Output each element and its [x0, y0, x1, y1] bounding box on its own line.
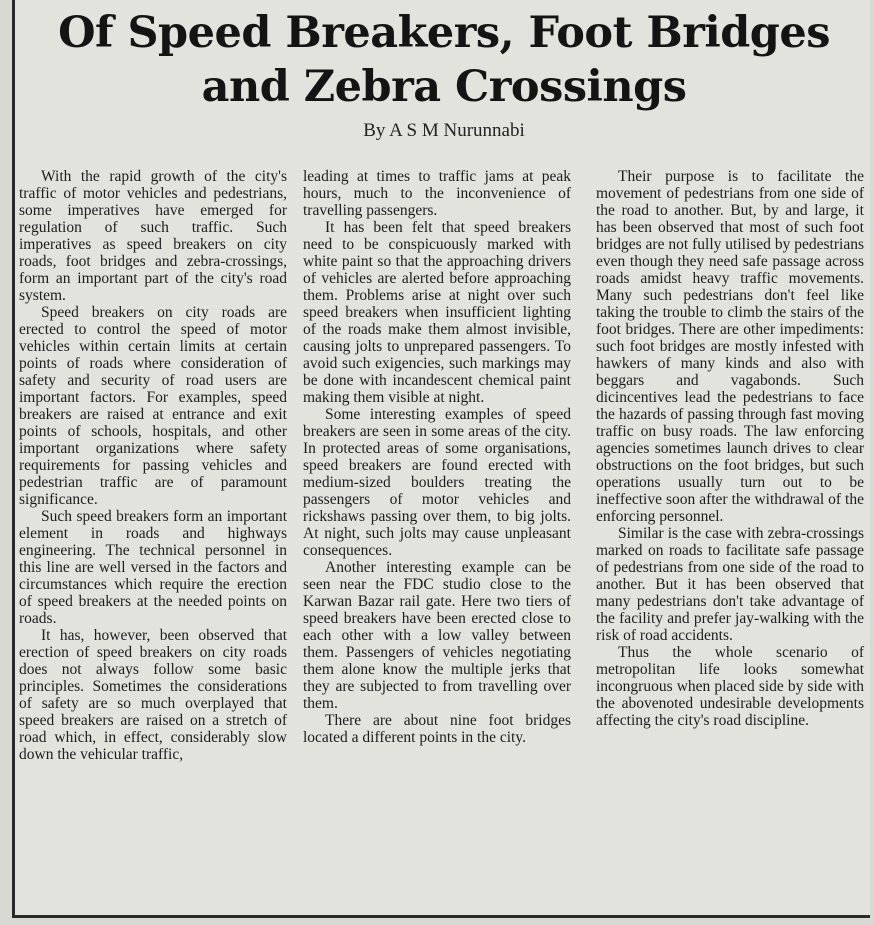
article-column-2: [303, 168, 571, 746]
paragraph: Thus the whole scenario of metropolitan life looks somewhat incongruous when placed side by side with the abovenoted undesirable developments affecting the city's road discipline.: [596, 644, 864, 729]
newspaper-clipping: [12, 0, 870, 918]
paragraph: There are about nine foot bridges located a different points in the city.: [303, 712, 571, 746]
paragraph: Some interesting examples of speed breakers are seen in some areas of the city. In protected areas of some organisations, speed breakers are found erected with medium-sized boulders treating the passengers of motor vehicles and rickshaws passing over them, to big jolts. At night, such jolts may cause unpleasant consequences.: [303, 406, 571, 559]
paragraph: It has been felt that speed breakers need to be conspicuously marked with white paint so that the approaching drivers of vehicles are alerted before approaching them. Problems arise at night over such speed breakers when insufficient lighting of the roads make them almost invisible, causing jolts to unprepared passengers. To avoid such exigencies, such markings may be done with incandescent chemical paint making them visible at night.: [303, 219, 571, 406]
article-byline: By A S M Nurunnabi: [363, 120, 525, 141]
paragraph: It has, however, been observed that erection of speed breakers on city roads does not always follow some basic principles. Sometimes the considerations of safety are so much overplayed that speed breakers are raised on a stretch of road which, in effect, considerably slow down the vehicular traffic,: [19, 627, 287, 763]
paragraph: Another interesting example can be seen near the FDC studio close to the Karwan Bazar rail gate. Here two tiers of speed breakers have been erected close to each other with a low valley between them. Passengers of vehicles negotiating them alone know the multiple jerks that they are subjected to from travelling over them.: [303, 559, 571, 712]
paragraph: Such speed breakers form an important element in roads and highways engineering. The technical personnel in this line are well versed in the factors and circumstances which require the erection of speed breakers at the needed points on roads.: [19, 508, 287, 627]
paragraph: Their purpose is to facilitate the movement of pedestrians from one side of the road to another. But, by and large, it has been observed that most of such foot bridges are not fully utilised by pedestrians even though they need safe passage across roads amidst heavy traffic movements. Many such pedestrians don't feel like taking the trouble to climb the stairs of the foot bridges. There are other impediments: such foot bridges are mostly infested with hawkers of many kinds and also with beggars and vagabonds. Such dicincentives lead the pedestrians to face the hazards of passing through fast moving traffic on busy roads. The law enforcing agencies sometimes launch drives to clear obstructions on the foot bridges, but such operations usually turn out to be ineffective soon after the withdrawal of the enforcing personnel.: [596, 168, 864, 525]
paragraph: Speed breakers on city roads are erected to control the speed of motor vehicles within certain limits at certain points of roads where consideration of safety and security of road users are important factors. For examples, speed breakers are raised at entrance and exit points of schools, hospitals, and other important organizations where safety requirements for passing vehicles and pedestrian traffic are of paramount significance.: [19, 304, 287, 508]
article-column-3: [596, 168, 864, 729]
headline-line-2: and Zebra Crossings: [201, 62, 687, 112]
article-column-1: [19, 168, 287, 763]
article-headline: [15, 6, 873, 114]
headline-line-1: Of Speed Breakers, Foot Bridges: [58, 8, 830, 58]
paragraph: With the rapid growth of the city's traffic of motor vehicles and pedestrians, some imperatives have emerged for regulation of such traffic. Such imperatives as speed breakers on city roads, foot bridges and zebra-crossings, form an important part of the city's road system.: [19, 168, 287, 304]
paragraph: leading at times to traffic jams at peak hours, much to the inconvenience of travelling passengers.: [303, 168, 571, 219]
paragraph: Similar is the case with zebra-crossings marked on roads to facilitate safe passage of pedestrians from one side of the road to another. But it has been observed that many pedestrians don't take advantage of the facility and prefer jay-walking with the risk of road accidents.: [596, 525, 864, 644]
